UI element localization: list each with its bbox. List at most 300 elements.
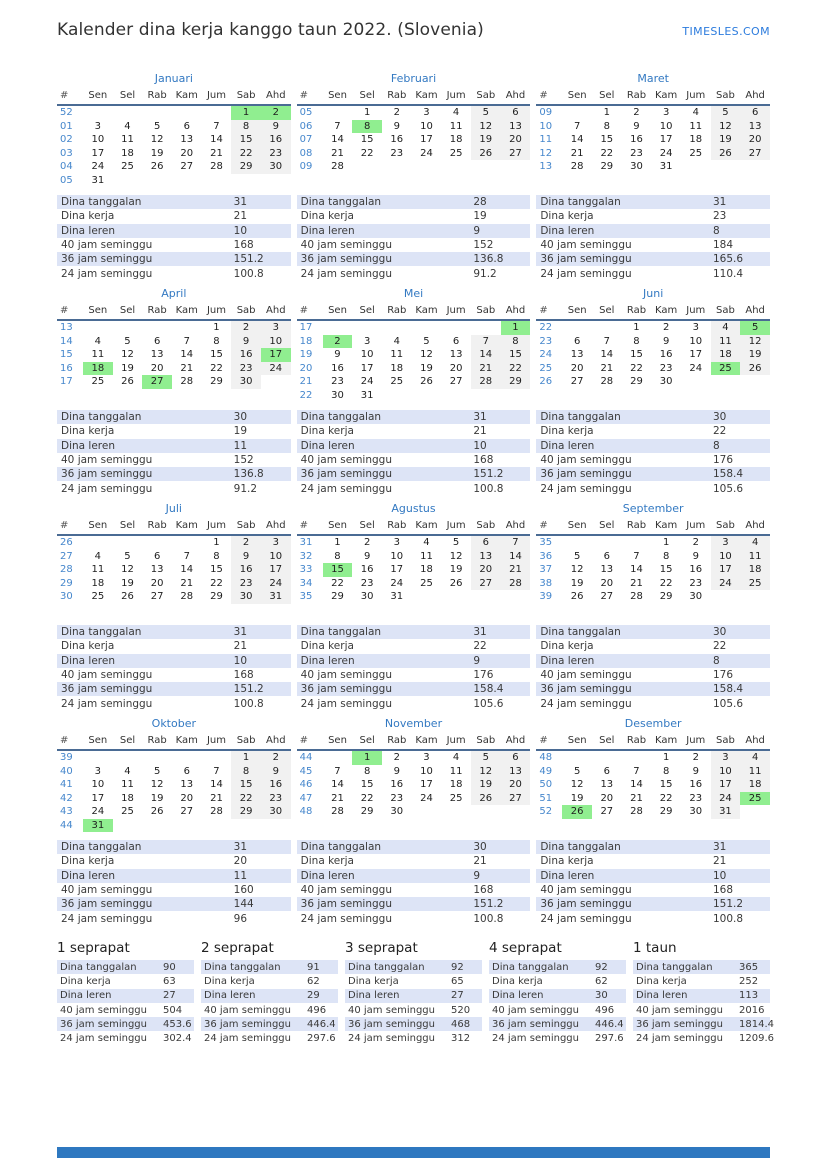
day-cell — [471, 805, 501, 819]
month-maret — [536, 72, 770, 287]
week-row — [297, 750, 531, 765]
stats-row — [536, 854, 770, 868]
day-header: Sab — [471, 518, 501, 535]
day-cell: 16 — [689, 779, 703, 790]
day-cell: 6 — [573, 335, 581, 347]
day-cell — [501, 590, 531, 604]
day-cell: 25 — [449, 147, 463, 159]
day-cell: 1 — [501, 320, 531, 335]
stats-label: Dina kerja — [300, 210, 354, 223]
week-row — [536, 105, 770, 120]
day-cell: 12 — [740, 335, 770, 349]
week-row — [57, 535, 291, 550]
day-cell: 11 — [689, 120, 703, 132]
stats-value: 151.2 — [233, 253, 264, 266]
day-cell: 2 — [261, 105, 291, 120]
day-cell: 14 — [180, 564, 194, 575]
day-cell: 30 — [231, 590, 261, 604]
day-header: Ahd — [740, 88, 770, 105]
week-row — [536, 133, 770, 147]
day-cell: 17 — [91, 147, 105, 159]
day-cell — [681, 375, 711, 389]
stats-label: 40 jam seminggu — [636, 1004, 723, 1016]
day-cell: 6 — [183, 765, 190, 777]
day-cell: 6 — [183, 120, 190, 132]
week-number: 35 — [299, 591, 313, 602]
day-cell: 9 — [662, 335, 670, 347]
stats-row — [536, 625, 770, 639]
day-cell: 9 — [261, 120, 291, 134]
week-row — [57, 563, 291, 577]
day-header: Rab — [382, 518, 412, 535]
day-cell: 8 — [213, 550, 220, 562]
month-november — [297, 717, 531, 932]
week-number: 26 — [60, 537, 73, 548]
stats-row — [536, 252, 770, 266]
stats-label: Dina leren — [60, 990, 112, 1002]
day-cell: 23 — [360, 577, 374, 589]
day-cell: 15 — [231, 133, 261, 147]
day-cell: 7 — [213, 120, 220, 132]
stats-row — [57, 869, 291, 883]
stats-value: 65 — [451, 975, 464, 987]
day-cell: 27 — [501, 147, 531, 161]
stats-value: 1814.4 — [739, 1018, 774, 1030]
day-cell: 7 — [183, 335, 190, 347]
week-row — [536, 550, 770, 564]
day-cell: 16 — [390, 779, 404, 790]
day-cell: 4 — [452, 107, 460, 118]
stats-row — [489, 1003, 626, 1017]
stats-value: 29 — [307, 990, 320, 1002]
day-cell: 6 — [153, 550, 161, 562]
day-cell: 13 — [570, 349, 584, 360]
day-cell — [172, 105, 202, 120]
month-stats-table — [297, 625, 531, 711]
day-header: Jum — [441, 518, 471, 535]
stats-row — [57, 195, 291, 209]
stats-value: 21 — [473, 855, 487, 868]
day-header: Jum — [681, 518, 711, 535]
stats-label: 24 jam seminggu — [540, 482, 632, 495]
day-cell: 13 — [600, 779, 614, 790]
stats-value: 105.6 — [713, 697, 744, 710]
day-cell: 28 — [331, 806, 344, 817]
day-cell — [142, 750, 172, 765]
stats-row — [297, 195, 531, 209]
day-cell: 1 — [603, 107, 610, 118]
week-number: 27 — [60, 550, 73, 562]
stats-row — [536, 911, 770, 925]
day-cell: 12 — [570, 564, 584, 575]
stats-row — [536, 410, 770, 424]
day-cell: 25 — [740, 577, 770, 591]
week-number: 10 — [539, 120, 553, 132]
day-cell: 28 — [630, 806, 643, 817]
day-cell: 27 — [570, 376, 584, 387]
day-cell — [471, 389, 501, 403]
day-cell: 2 — [393, 107, 400, 118]
day-cell — [622, 535, 652, 550]
day-cell: 23 — [390, 792, 404, 804]
day-cell: 21 — [180, 577, 194, 589]
day-cell: 29 — [231, 160, 261, 174]
day-cell — [740, 375, 770, 389]
day-cell: 19 — [121, 577, 134, 589]
day-cell — [441, 320, 471, 335]
week-number: 42 — [60, 792, 73, 804]
day-cell: 27 — [180, 161, 194, 172]
stats-label: Dina tanggalan — [540, 626, 621, 639]
day-cell: 20 — [501, 778, 531, 792]
calendar-table — [536, 518, 770, 604]
day-cell: 29 — [231, 805, 261, 819]
week-row — [297, 120, 531, 134]
month-title: Desember — [624, 717, 682, 730]
stats-label: Dina leren — [636, 990, 688, 1002]
day-cell: 23 — [630, 147, 643, 159]
day-cell: 9 — [231, 335, 261, 349]
week-row — [536, 792, 770, 806]
day-cell: 30 — [360, 591, 374, 602]
day-cell — [113, 819, 143, 833]
week-number: 03 — [60, 147, 73, 159]
day-cell: 10 — [689, 335, 703, 347]
stats-value: 19 — [473, 210, 487, 223]
stats-row — [297, 410, 531, 424]
day-cell: 17 — [711, 778, 741, 792]
stats-row — [201, 1031, 338, 1045]
week-number: 34 — [299, 577, 313, 589]
stats-label: 24 jam seminggu — [540, 697, 632, 710]
stats-value: 31 — [233, 196, 248, 209]
day-cell: 2 — [261, 750, 291, 765]
day-cell: 24 — [420, 147, 433, 159]
stats-value: 30 — [473, 841, 487, 854]
stats-value: 152 — [473, 239, 494, 252]
day-cell: 27 — [150, 591, 164, 602]
stats-label: 24 jam seminggu — [61, 912, 153, 925]
day-cell: 7 — [471, 335, 501, 349]
day-cell: 3 — [711, 750, 741, 765]
stats-value: 91.2 — [233, 482, 258, 495]
week-number: 31 — [299, 537, 313, 548]
day-cell: 26 — [150, 161, 164, 172]
stats-value: 31 — [473, 626, 487, 639]
stats-label: Dina tanggalan — [300, 196, 382, 209]
day-cell: 26 — [562, 805, 592, 819]
week-number: 01 — [60, 120, 73, 132]
week-row — [57, 805, 291, 819]
week-row — [536, 120, 770, 134]
stats-value: 151.2 — [473, 468, 504, 481]
stats-label: Dina leren — [300, 439, 355, 452]
day-cell: 3 — [662, 107, 670, 118]
day-cell — [261, 819, 291, 833]
day-cell: 21 — [471, 362, 501, 376]
stats-value: 168 — [713, 884, 734, 897]
week-number: 28 — [60, 564, 73, 575]
day-cell: 25 — [689, 147, 703, 159]
stats-label: 40 jam seminggu — [61, 239, 153, 252]
week-col-header: # — [297, 518, 323, 535]
stats-value: 1209.6 — [739, 1033, 774, 1045]
day-cell: 21 — [630, 577, 643, 589]
month-stats-table — [57, 410, 291, 496]
stats-label: Dina leren — [540, 224, 595, 237]
day-cell — [202, 174, 232, 188]
week-number: 08 — [299, 147, 313, 159]
day-cell — [412, 160, 442, 174]
stats-label: 40 jam seminggu — [61, 669, 153, 682]
day-cell — [412, 590, 442, 604]
day-cell: 25 — [420, 577, 433, 589]
day-cell: 10 — [360, 349, 374, 360]
month-stats-table — [297, 410, 531, 496]
day-cell: 14 — [501, 550, 531, 564]
stats-row — [297, 209, 531, 223]
day-cell: 13 — [180, 779, 194, 790]
stats-row — [297, 696, 531, 710]
day-cell — [142, 819, 172, 833]
stats-label: Dina leren — [540, 439, 595, 452]
week-number: 04 — [60, 161, 73, 172]
day-cell: 24 — [91, 806, 105, 817]
day-cell — [740, 590, 770, 604]
day-cell: 28 — [180, 591, 194, 602]
day-header: Sel — [113, 88, 143, 105]
summary-stats-table — [489, 960, 626, 1046]
week-col-header: # — [57, 303, 83, 320]
stats-row — [345, 974, 482, 988]
week-row — [297, 133, 531, 147]
stats-value: 96 — [233, 912, 248, 925]
day-cell: 1 — [213, 537, 220, 548]
stats-label: 24 jam seminggu — [540, 267, 632, 280]
calendar-table — [297, 303, 531, 402]
week-row — [536, 362, 770, 376]
stats-row — [536, 209, 770, 223]
day-cell: 1 — [633, 322, 640, 333]
stats-label: 36 jam seminggu — [540, 468, 632, 481]
month-stats-table — [297, 840, 531, 926]
stats-value: 30 — [233, 411, 248, 424]
week-col-header: # — [297, 733, 323, 750]
week-col-header: # — [57, 518, 83, 535]
stats-value: 297.6 — [595, 1033, 624, 1045]
stats-label: 36 jam seminggu — [300, 468, 392, 481]
week-number: 21 — [299, 376, 313, 387]
summary-1-taun — [633, 940, 774, 1046]
stats-row — [297, 424, 531, 438]
day-header: Ahd — [501, 733, 531, 750]
day-cell: 31 — [91, 174, 105, 186]
day-cell: 27 — [600, 591, 614, 602]
day-cell: 28 — [570, 161, 584, 172]
day-cell: 27 — [740, 147, 770, 161]
day-cell: 27 — [142, 375, 172, 389]
day-cell: 15 — [231, 778, 261, 792]
day-header: Sel — [113, 733, 143, 750]
day-cell: 2 — [692, 537, 699, 548]
week-number: 14 — [60, 335, 73, 347]
stats-label: 36 jam seminggu — [540, 683, 632, 696]
week-row — [536, 147, 770, 161]
day-header: Kam — [412, 88, 442, 105]
month-stats-table — [536, 195, 770, 281]
stats-value: 100.8 — [473, 912, 504, 925]
day-cell: 15 — [360, 134, 374, 145]
day-header: Sen — [562, 303, 592, 320]
day-cell: 5 — [573, 765, 581, 777]
week-row — [57, 335, 291, 349]
day-cell: 18 — [420, 564, 433, 575]
day-cell: 23 — [261, 792, 291, 806]
summaries-grid — [57, 940, 774, 1046]
stats-value: 365 — [739, 961, 759, 973]
summary-4-seprapat — [489, 940, 626, 1046]
day-cell: 12 — [449, 550, 463, 562]
stats-label: Dina tanggalan — [636, 961, 713, 973]
stats-label: 40 jam seminggu — [60, 1004, 147, 1016]
day-cell: 19 — [471, 133, 501, 147]
stats-label: Dina kerja — [61, 425, 115, 438]
stats-value: 504 — [163, 1004, 183, 1016]
stats-row — [633, 974, 770, 988]
day-header: Kam — [172, 303, 202, 320]
day-cell — [562, 750, 592, 765]
week-row — [57, 550, 291, 564]
day-cell: 2 — [692, 752, 699, 763]
stats-value: 30 — [595, 990, 608, 1002]
stats-label: 24 jam seminggu — [204, 1033, 291, 1045]
day-header: Kam — [651, 303, 681, 320]
day-cell: 30 — [261, 805, 291, 819]
day-header: Sel — [592, 303, 622, 320]
stats-value: 9 — [473, 869, 481, 882]
week-number: 39 — [60, 752, 73, 763]
week-number: 35 — [539, 537, 553, 548]
stats-label: 36 jam seminggu — [300, 683, 392, 696]
stats-label: Dina tanggalan — [540, 411, 621, 424]
day-cell — [441, 590, 471, 604]
day-cell: 23 — [659, 362, 673, 374]
summary-title: 1 seprapat — [57, 940, 130, 956]
stats-value: 31 — [713, 196, 727, 209]
stats-label: Dina kerja — [61, 210, 115, 223]
site-link[interactable]: TIMESLES.COM — [682, 25, 770, 38]
day-header: Rab — [382, 88, 412, 105]
summary-3-seprapat — [345, 940, 482, 1046]
stats-value: 92 — [451, 961, 464, 973]
week-col-header: # — [536, 733, 562, 750]
stats-value: 27 — [163, 990, 176, 1002]
day-header: Rab — [142, 88, 172, 105]
stats-label: 24 jam seminggu — [636, 1033, 723, 1045]
stats-row — [536, 682, 770, 696]
day-cell: 23 — [231, 577, 261, 591]
week-number: 51 — [539, 792, 553, 804]
day-cell: 22 — [630, 362, 643, 374]
day-cell: 26 — [121, 376, 134, 387]
stats-label: Dina leren — [492, 990, 544, 1002]
month-title: Agustus — [391, 502, 436, 515]
day-cell: 16 — [360, 564, 374, 575]
stats-label: 36 jam seminggu — [60, 1018, 147, 1030]
week-row — [536, 590, 770, 604]
day-cell: 25 — [91, 376, 105, 387]
day-cell: 12 — [150, 779, 164, 790]
stats-value: 91 — [307, 961, 320, 973]
day-cell: 18 — [740, 563, 770, 577]
day-cell: 21 — [210, 147, 223, 159]
day-cell: 3 — [423, 107, 430, 118]
day-cell: 13 — [150, 564, 164, 575]
day-cell — [382, 160, 412, 174]
stats-value: 19 — [233, 425, 248, 438]
calendar-table — [536, 733, 770, 819]
week-number: 44 — [60, 819, 73, 831]
month-stats-table — [57, 195, 291, 281]
week-row — [57, 120, 291, 134]
day-cell: 19 — [570, 792, 584, 804]
day-cell: 31 — [659, 161, 673, 172]
stats-value: 453.6 — [163, 1018, 192, 1030]
stats-value: 176 — [713, 669, 734, 682]
day-cell: 18 — [449, 779, 463, 790]
stats-value: 113 — [739, 990, 759, 1002]
day-cell: 2 — [363, 537, 371, 548]
day-header: Jum — [681, 88, 711, 105]
week-number: 18 — [299, 335, 313, 347]
day-header: Ahd — [261, 303, 291, 320]
day-cell: 4 — [94, 550, 102, 562]
day-cell: 15 — [659, 564, 673, 575]
month-mei — [297, 287, 531, 502]
stats-label: Dina leren — [61, 869, 116, 882]
month-title: November — [384, 717, 443, 730]
day-cell: 10 — [91, 134, 105, 145]
month-title: Juni — [643, 287, 664, 300]
day-cell: 8 — [352, 120, 382, 134]
day-cell: 15 — [659, 779, 673, 790]
week-row — [297, 348, 531, 362]
day-cell — [142, 535, 172, 550]
day-cell — [113, 105, 143, 120]
month-september — [536, 502, 770, 717]
day-header: Sel — [113, 518, 143, 535]
day-cell: 2 — [393, 752, 400, 763]
day-cell: 28 — [180, 376, 194, 387]
stats-label: 36 jam seminggu — [61, 253, 153, 266]
week-col-header: # — [297, 88, 323, 105]
day-cell: 24 — [711, 792, 741, 806]
day-cell: 24 — [360, 376, 374, 387]
day-cell: 1 — [231, 750, 261, 765]
page-header — [57, 20, 770, 40]
week-number: 32 — [299, 550, 313, 562]
day-cell: 18 — [91, 577, 105, 589]
week-number: 52 — [60, 107, 73, 118]
day-header: Jum — [441, 733, 471, 750]
day-cell: 10 — [261, 335, 291, 349]
day-cell: 10 — [420, 120, 433, 132]
day-cell: 11 — [449, 120, 463, 132]
stats-row — [536, 840, 770, 854]
stats-row — [489, 1031, 626, 1045]
stats-value: 105.6 — [473, 697, 504, 710]
stats-row — [297, 682, 531, 696]
